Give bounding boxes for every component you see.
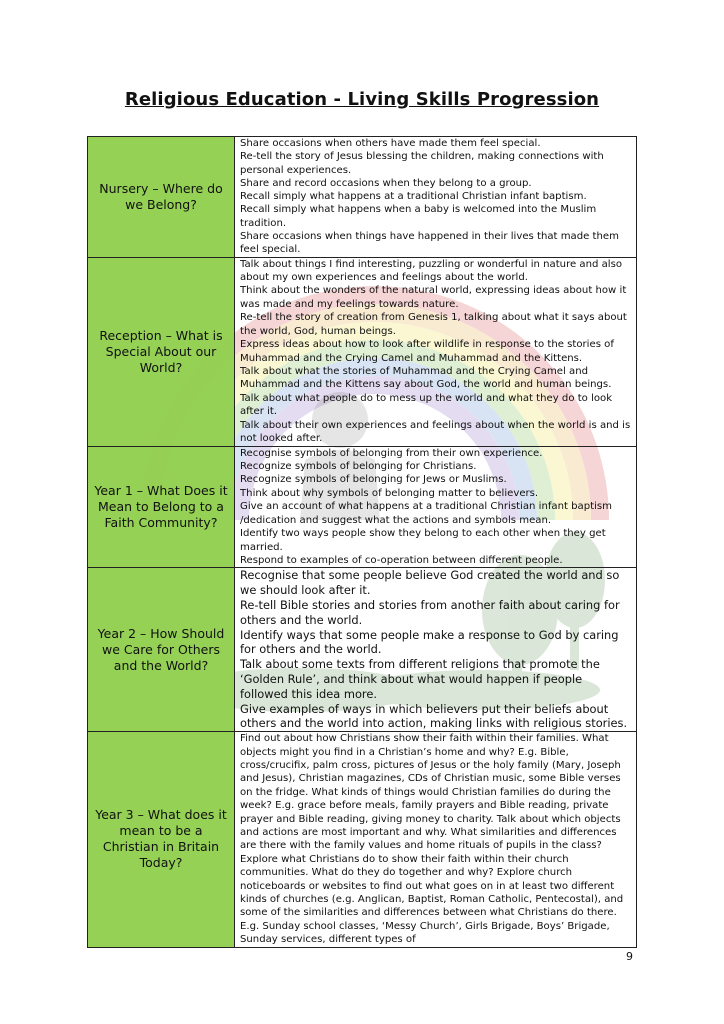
skill-line: Re-tell the story of creation from Genesis 1, talking about what it says about the world, God, human beings. xyxy=(240,312,627,337)
skill-line: Share occasions when things have happened in their lives that made them feel special. xyxy=(240,231,619,256)
skill-line: Talk about what people do to mess up the world and what they do to look after it. xyxy=(240,392,613,418)
stage-label-year-1: Year 1 – What Does it Mean to Belong to a Faith Community? xyxy=(88,446,235,568)
progression-table xyxy=(87,136,637,948)
skill-line: Think about the wonders of the natural world, expressing ideas about how it was made and my feelings towards nature. xyxy=(240,285,627,310)
table-row-nursery xyxy=(88,137,637,258)
stage-skills-year-3 xyxy=(235,732,637,948)
skill-line: Share occasions when others have made them feel special. xyxy=(240,138,541,149)
skill-line: Share and record occasions when they belong to a group. xyxy=(240,177,532,189)
skill-line: Recognize symbols of belonging for Jews or Muslims. xyxy=(240,474,507,486)
skill-line: Talk about what the stories of Muhammad and the Crying Camel and Muhammad and the Kittens say about God, the world and human beings. xyxy=(240,365,612,391)
skill-line: Recognise that some people believe God created the world and so we should look after it. xyxy=(240,568,620,598)
stage-label-year-2: Year 2 – How Should we Care for Others and the World? xyxy=(88,568,235,732)
stage-label-nursery: Nursery – Where do we Belong? xyxy=(88,137,235,258)
skill-line: Talk about things I find interesting, puzzling or wonderful in nature and also about my own experiences and feelings about the world. xyxy=(240,258,623,284)
stage-skills-nursery xyxy=(235,137,637,258)
stage-skills-reception xyxy=(235,257,637,446)
table-row-reception xyxy=(88,257,637,446)
skill-line: Think about why symbols of belonging matter to believers. xyxy=(240,487,539,499)
table-row-year-1 xyxy=(88,446,637,568)
page-title: Religious Education - Living Skills Progression xyxy=(124,89,600,110)
skill-line: Talk about some texts from different religions that promote the ‘Golden Rule’, and think about what would happen if people followed this idea more. xyxy=(240,657,600,701)
skill-line: Recall simply what happens at a traditional Christian infant baptism. xyxy=(240,191,587,203)
stage-label-year-3: Year 3 – What does it mean to be a Christian in Britain Today? xyxy=(88,732,235,948)
stage-skills-year-2 xyxy=(235,568,637,732)
table-row-year-3 xyxy=(88,732,637,948)
page-number: 9 xyxy=(626,950,633,963)
skill-line: Re-tell the story of Jesus blessing the children, making connections with personal experiences. xyxy=(240,151,604,176)
skill-line: Respond to examples of co-operation between different people. xyxy=(240,554,563,566)
skill-line: Identify ways that some people make a response to God by caring for others and the world. xyxy=(240,627,619,657)
stage-skills-year-1 xyxy=(235,446,637,568)
skill-line: Re-tell Bible stories and stories from another faith about caring for others and the world. xyxy=(240,597,620,627)
skill-line: Give examples of ways in which believers put their beliefs about others and the world into action, making links with religious stories. xyxy=(240,701,628,731)
skill-line: Find out about how Christians show their faith within their families. What objects might you find in a Christian’s home and why? E.g. Bible, cross/crucifix, palm cross, pictures of Jesus or the holy family (Mary, Joseph and Jesus), Christian magazines, CDs of Christian music, some Bible verses on the fridge. What kinds of things would Christian families do during the week? E.g. grace before meals, family prayers and Bible reading, private prayer and Bible reading, giving money to charity. Talk about which objects and actions are most important and why. What similarities and differences are there with the family values and home rituals of pupils in the class? xyxy=(240,733,621,852)
progression-table-wrapper xyxy=(87,136,637,948)
skill-line: Give an account of what happens at a traditional Christian infant baptism /dedication and suggest what the actions and symbols mean. xyxy=(240,501,612,526)
skill-line: Express ideas about how to look after wildlife in response to the stories of Muhammad and the Crying Camel and Muhammad and the Kittens. xyxy=(240,339,614,364)
skill-line: Talk about their own experiences and feelings about when the world is and is not looked after. xyxy=(240,419,631,444)
skill-line: Identify two ways people show they belong to each other when they get married. xyxy=(240,528,606,553)
stage-label-reception: Reception – What is Special About our World? xyxy=(88,257,235,446)
skill-line: Recognise symbols of belonging from their own experience. xyxy=(240,447,543,459)
skill-line: Recognize symbols of belonging for Christians. xyxy=(240,461,477,473)
skill-line: Explore what Christians do to show their faith within their church communities. What do they do together and why? Explore church noticeboards or websites to find out what goes on in at least two different kinds of churches (e.g. Anglican, Baptist, Roman Catholic, Pentecostal), and some of the similarities and differences between what Christians do there. E.g. Sunday school classes, ‘Messy Church’, Girls Brigade, Boys’ Brigade, Sunday services, different types of xyxy=(240,853,624,946)
skill-line: Recall simply what happens when a baby is welcomed into the Muslim tradition. xyxy=(240,204,597,229)
table-row-year-2 xyxy=(88,568,637,732)
